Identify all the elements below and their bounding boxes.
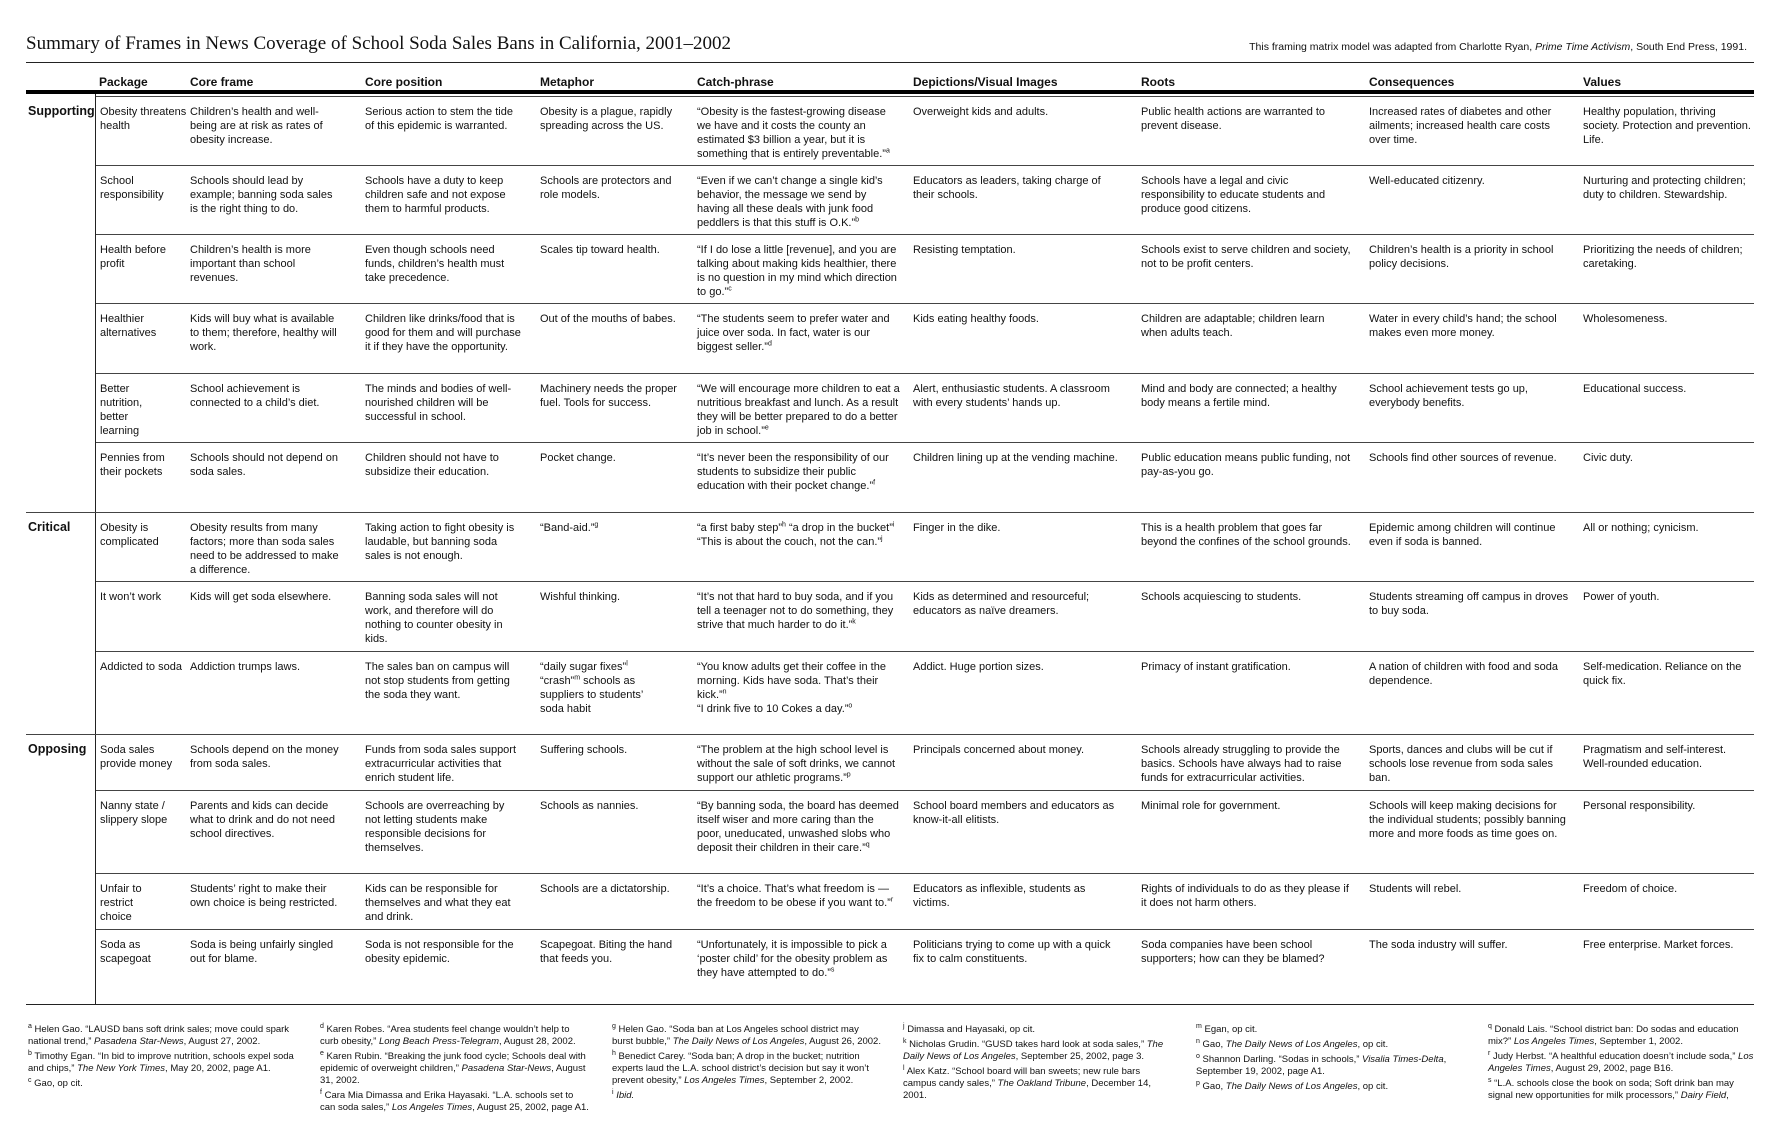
footnotes-column (903, 1024, 1173, 1105)
footnote-ref: e (764, 424, 769, 432)
cell-values: Civic duty. (1583, 452, 1633, 464)
cell-depictions: Kids eating healthy foods. (913, 313, 1039, 325)
table-row (96, 651, 1754, 735)
cell-package: School responsibility (100, 175, 164, 201)
cell-metaphor (540, 521, 685, 535)
footnotes-column (320, 1024, 590, 1117)
cell-package: Pennies from their pockets (100, 452, 165, 478)
cell-values: Free enterprise. Market forces. (1583, 939, 1734, 951)
catch-phrase-text: “a first baby step” (697, 522, 782, 534)
footnote-ref: d (767, 340, 772, 348)
cell-depictions: Educators as leaders, taking charge of their schools. (913, 175, 1101, 201)
cell-core-position: Children like drinks/food that is good for them and will purchase it if they have the opportunity. (365, 313, 521, 353)
cell-consequences: Sports, dances and clubs will be cut if schools lose revenue from soda sales ban. (1369, 744, 1554, 784)
table-row (96, 442, 1754, 513)
footnote-ref: j (881, 535, 883, 543)
cell-core-position: Funds from soda sales support extracurricular activities that enrich student life. (365, 744, 517, 784)
cell-core-frame: Kids will get soda elsewhere. (190, 591, 332, 603)
cell-core-position: Even though schools need funds, children’s health must take precedence. (365, 244, 505, 284)
footnote-ref: l (626, 660, 628, 668)
cell-depictions: Children lining up at the vending machine. (913, 452, 1118, 464)
footnote-ref: r (890, 896, 894, 904)
column-header-package: Package (99, 75, 148, 89)
cell-depictions: Resisting temptation. (913, 244, 1016, 256)
cell-roots: Minimal role for government. (1141, 800, 1281, 812)
cell-core-position: Children should not have to subsidize their education. (365, 452, 499, 478)
footnote: $^j$ Dimassa and Hayasaki, op cit. (903, 1022, 1035, 1035)
footnote-ref: f (873, 479, 876, 487)
metaphor-text: “daily sugar fixes” (540, 661, 627, 673)
footnote: $^a$ Helen Gao. “LAUSD bans soft drink sales; move could spark national trend,” Pasadena Star-News, August 27, 2002. (28, 1022, 290, 1047)
cell-consequences: Students will rebel. (1369, 883, 1462, 895)
cell-catch-phrase (697, 882, 900, 910)
cell-metaphor: Scales tip toward health. (540, 244, 660, 256)
cell-core-position: Taking action to fight obesity is laudable, but banning soda sales is not enough. (365, 522, 515, 562)
cell-catch-phrase (697, 660, 900, 716)
cell-package: Obesity threatens health (100, 106, 187, 132)
table-row (96, 373, 1754, 443)
table-row (96, 96, 1754, 166)
footnote-ref: m (574, 674, 581, 682)
cell-core-frame: Addiction trumps laws. (190, 661, 301, 673)
cell-package: Unfair to restrict choice (100, 883, 142, 923)
table-row (26, 734, 1754, 791)
footnote: $^q$ Donald Lais. “School district ban: Do sodas and education mix?” Los Angeles Times, September 1, 2002. (1488, 1022, 1739, 1047)
catch-phrase-text: “This is about the couch, not the can.” (697, 536, 882, 548)
cell-values: Personal responsibility. (1583, 800, 1696, 812)
footnote: $^o$ Shannon Darling. “Sodas in schools,” Visalia Times-Delta, September 19, 2002, page A1. (1196, 1052, 1447, 1077)
cell-consequences: Schools find other sources of revenue. (1369, 452, 1557, 464)
cell-package: Soda sales provide money (100, 744, 173, 770)
cell-values: Prioritizing the needs of children; caretaking. (1583, 244, 1743, 270)
footnote: $^e$ Karen Rubin. “Breaking the junk food cycle; Schools deal with epidemic of overweight children,” Pasadena Star-News, August 31, 2002. (320, 1049, 586, 1086)
cell-roots: Schools acquiescing to students. (1141, 591, 1302, 603)
group-label-opposing: Opposing (28, 742, 87, 756)
cell-catch-phrase (697, 174, 900, 230)
table-row (96, 165, 1754, 235)
catch-phrase-text: “It’s not that hard to buy soda, and if you tell a teenager not to do something, they strive that much harder to do it.” (697, 591, 894, 631)
cell-core-frame: Students’ right to make their own choice is being restricted. (190, 883, 338, 909)
catch-phrase-text: “It’s never been the responsibility of our students to subsidize their public education with their pocket change.” (697, 452, 889, 492)
footnote: $^m$ Egan, op cit. (1196, 1022, 1258, 1035)
cell-depictions: Alert, enthusiastic students. A classroom with every students’ hands up. (913, 383, 1110, 409)
catch-phrase-text: “We will encourage more children to eat a nutritious breakfast and lunch. As a result they will be better prepared to do a better job in school.” (697, 383, 900, 437)
cell-depictions: School board members and educators as know-it-all elitists. (913, 800, 1115, 826)
cell-core-position: Serious action to stem the tide of this epidemic is warranted. (365, 106, 513, 132)
column-header-metaphor: Metaphor (540, 75, 594, 89)
footnote: $^l$ Alex Katz. “School board will ban sweets; new rule bars campus candy sales,” The Oakland Tribune, December 14, 2001. (903, 1064, 1152, 1101)
header-bottom-rule (26, 90, 1754, 94)
footnote: $^p$ Gao, The Daily News of Los Angeles, op cit. (1196, 1079, 1389, 1092)
cell-consequences: Schools will keep making decisions for the individual students; possibly banning more and more foods as time goes on. (1369, 800, 1566, 840)
cell-metaphor: Schools are a dictatorship. (540, 883, 670, 895)
catch-phrase-text: “Even if we can’t change a single kid’s behavior, the message we send by having all these deals with junk food peddlers is that this stuff is O.K.” (697, 175, 883, 229)
footnote-ref: n (722, 688, 727, 696)
page-title: Summary of Frames in News Coverage of School Soda Sales Bans in California, 2001–2002 (26, 33, 732, 54)
cell-depictions: Addict. Huge portion sizes. (913, 661, 1044, 673)
cell-consequences: Children’s health is a priority in school policy decisions. (1369, 244, 1554, 270)
cell-values: Pragmatism and self-interest. Well-rounded education. (1583, 744, 1727, 770)
cell-package: Nanny state / slippery slope (100, 800, 168, 826)
catch-phrase-text: “a drop in the bucket” (785, 522, 893, 534)
cell-catch-phrase (697, 105, 900, 161)
group-label-supporting: Supporting (28, 104, 95, 118)
cell-core-position: Schools are overreaching by not letting students make responsible decisions for themselves. (365, 800, 505, 854)
table-row (96, 303, 1754, 374)
cell-catch-phrase (697, 743, 900, 785)
cell-roots: Children are adaptable; children learn when adults teach. (1141, 313, 1325, 339)
cell-values: Nurturing and protecting children; duty to children. Stewardship. (1583, 175, 1746, 201)
cell-depictions: Overweight kids and adults. (913, 106, 1049, 118)
column-header-catch-phrase: Catch-phrase (697, 75, 774, 89)
footnote: $^f$ Cara Mia Dimassa and Erika Hayasaki. “L.A. schools set to can soda sales,” Los Angeles Times, August 25, 2002, page A1. (320, 1088, 589, 1113)
cell-metaphor: Out of the mouths of babes. (540, 313, 676, 325)
cell-package: It won’t work (100, 591, 162, 603)
metaphor-text: schools as suppliers to students’ soda habit (540, 675, 643, 715)
cell-core-position: Soda is not responsible for the obesity epidemic. (365, 939, 514, 965)
cell-consequences: Water in every child’s hand; the school makes even more money. (1369, 313, 1557, 339)
footnote-ref: i (892, 521, 895, 529)
column-header-consequences: Consequences (1369, 75, 1455, 89)
cell-core-position: The sales ban on campus will not stop students from getting the soda they want. (365, 661, 510, 701)
cell-package: Soda as scapegoat (100, 939, 151, 965)
footnote: $^n$ Gao, The Daily News of Los Angeles, op cit. (1196, 1037, 1389, 1050)
footnote: $^c$ Gao, op cit. (28, 1076, 83, 1089)
cell-metaphor: Machinery needs the proper fuel. Tools for success. (540, 383, 677, 409)
column-header-core-frame: Core frame (190, 75, 254, 89)
footnote-ref: a (885, 147, 890, 155)
cell-core-frame: Children’s health and well-being are at risk as rates of obesity increase. (190, 106, 323, 146)
cell-values: Wholesomeness. (1583, 313, 1668, 325)
cell-values: Educational success. (1583, 383, 1687, 395)
credit-line (1249, 41, 1747, 53)
footnote: $^h$ Benedict Carey. “Soda ban; A drop in the bucket; nutrition experts laud the L.A. school district’s decision but say it won’t prevent obesity,” Los Angeles Times, September 2, 2002. (612, 1049, 869, 1086)
cell-core-frame: Schools depend on the money from soda sales. (190, 744, 339, 770)
cell-roots: Public health actions are warranted to prevent disease. (1141, 106, 1326, 132)
cell-roots: Soda companies have been school supporters; how can they be blamed? (1141, 939, 1325, 965)
cell-roots: Primacy of instant gratification. (1141, 661, 1291, 673)
cell-catch-phrase (697, 938, 900, 980)
footnote-ref: b (855, 216, 860, 224)
cell-metaphor: Suffering schools. (540, 744, 628, 756)
footnote-ref: p (846, 771, 851, 779)
cell-core-frame: Children’s health is more important than school revenues. (190, 244, 311, 284)
footnote-ref: h (781, 521, 786, 529)
table-row (96, 581, 1754, 652)
cell-core-position: Schools have a duty to keep children safe and not expose them to harmful products. (365, 175, 506, 215)
cell-metaphor: Obesity is a plague, rapidly spreading across the US. (540, 106, 673, 132)
cell-roots: Public education means public funding, not pay-as-you go. (1141, 452, 1351, 478)
cell-roots: Mind and body are connected; a healthy body means a fertile mind. (1141, 383, 1337, 409)
table-row (96, 873, 1754, 930)
table-row (96, 929, 1754, 1005)
cell-depictions: Kids as determined and resourceful; educators as naïve dreamers. (913, 591, 1090, 617)
credit-book: Prime Time Activism (1535, 41, 1631, 53)
catch-phrase-text: “If I do lose a little [revenue], and you are talking about making kids healthier, there is no question in my mind which direction to go.” (697, 244, 897, 298)
cell-consequences: The soda industry will suffer. (1369, 939, 1508, 951)
cell-catch-phrase (697, 451, 900, 493)
cell-core-position: Banning soda sales will not work, and therefore will do nothing to counter obesity in kids. (365, 591, 503, 645)
catch-phrase-text: “I drink five to 10 Cokes a day.” (697, 703, 849, 715)
table-bottom-rule (26, 1004, 1754, 1005)
footnotes-column (28, 1024, 298, 1093)
cell-roots: Rights of individuals to do as they please if it does not harm others. (1141, 883, 1349, 909)
cell-roots: Schools have a legal and civic responsibility to educate students and produce good citizens. (1141, 175, 1326, 215)
footnotes-column (1196, 1024, 1456, 1096)
catch-phrase-text: “Unfortunately, it is impossible to pick a ‘poster child’ for the obesity problem as they have attempted to do.” (697, 939, 888, 979)
cell-values: All or nothing; cynicism. (1583, 522, 1699, 534)
cell-package: Better nutrition, better learning (100, 383, 143, 437)
cell-core-position: The minds and bodies of well-nourished children will be successful in school. (365, 383, 512, 423)
header-top-rule (26, 62, 1754, 63)
metaphor-text: “Band-aid.” (540, 522, 595, 534)
footnote: $^d$ Karen Robes. “Area students feel change wouldn’t help to curb obesity,” Long Beach Press-Telegram, August 28, 2002. (320, 1022, 576, 1047)
cell-depictions: Finger in the dike. (913, 522, 1001, 534)
cell-consequences: Students streaming off campus in droves to buy soda. (1369, 591, 1569, 617)
footnote-ref: k (852, 618, 856, 626)
cell-consequences: Increased rates of diabetes and other ailments; increased health care costs over time. (1369, 106, 1552, 146)
table-row (26, 512, 1754, 582)
catch-phrase-text: “The students seem to prefer water and juice over soda. In fact, water is our biggest seller.” (697, 313, 890, 353)
cell-consequences: A nation of children with food and soda dependence. (1369, 661, 1558, 687)
cell-roots: Schools exist to serve children and society, not to be profit centers. (1141, 244, 1351, 270)
catch-phrase-text: “It’s a choice. That’s what freedom is — the freedom to be obese if you want to.” (697, 883, 891, 909)
cell-package: Obesity is complicated (100, 522, 159, 548)
cell-roots: Schools already struggling to provide the basics. Schools have always had to raise funds for extracurricular activities. (1141, 744, 1342, 784)
cell-consequences: School achievement tests go up, everybody benefits. (1369, 383, 1528, 409)
catch-phrase-text: “Obesity is the fastest-growing disease we have and it costs the county an estimated $3 billion a year, but it is something that is entirely preventable.” (697, 106, 886, 160)
footnotes-column (612, 1024, 882, 1105)
table-row (96, 234, 1754, 304)
cell-core-frame: Schools should lead by example; banning soda sales is the right thing to do. (190, 175, 333, 215)
cell-package: Healthier alternatives (100, 313, 157, 339)
cell-values: Power of youth. (1583, 591, 1660, 603)
cell-depictions: Politicians trying to come up with a quick fix to calm constituents. (913, 939, 1111, 965)
table-row (96, 790, 1754, 874)
group-label-critical: Critical (28, 520, 71, 534)
footnote: $^r$ Judy Herbst. “A healthful education doesn’t include soda,” Los Angeles Times, August 29, 2002, page B16. (1488, 1049, 1754, 1074)
column-header-depictions: Depictions/Visual Images (913, 75, 1058, 89)
footnote: $^k$ Nicholas Grudin. “GUSD takes hard look at soda sales,” The Daily News of Los Angeles, September 25, 2002, page 3. (903, 1037, 1164, 1062)
cell-metaphor (540, 660, 660, 716)
cell-core-frame: Parents and kids can decide what to drink and do not need school directives. (190, 800, 335, 840)
column-header-core-position: Core position (365, 75, 443, 89)
cell-metaphor: Schools as nannies. (540, 800, 639, 812)
metaphor-text: “crash” (540, 675, 575, 687)
cell-core-frame: Obesity results from many factors; more than soda sales need to be addressed to make a difference. (190, 522, 339, 576)
cell-depictions: Educators as inflexible, students as victims. (913, 883, 1086, 909)
footnote-ref: s (830, 966, 835, 974)
cell-catch-phrase (697, 312, 900, 354)
cell-core-frame: Soda is being unfairly singled out for blame. (190, 939, 334, 965)
cell-metaphor: Schools are protectors and role models. (540, 175, 672, 201)
cell-core-frame: School achievement is connected to a child’s diet. (190, 383, 320, 409)
cell-catch-phrase (697, 521, 900, 549)
footnote-ref: o (848, 702, 853, 710)
column-header-roots: Roots (1141, 75, 1175, 89)
footnote-ref: c (728, 285, 732, 293)
cell-consequences: Well-educated citizenry. (1369, 175, 1485, 187)
cell-core-frame: Schools should not depend on soda sales. (190, 452, 339, 478)
catch-phrase-text: “The problem at the high school level is without the sale of soft drinks, we cannot support our athletic programs.” (697, 744, 896, 784)
catch-phrase-text: “By banning soda, the board has deemed itself wiser and more caring than the poor, uneducated, unwashed slobs who deposit their children in their care.” (697, 800, 899, 854)
cell-catch-phrase (697, 590, 900, 632)
cell-package: Addicted to soda (100, 661, 182, 673)
cell-values: Freedom of choice. (1583, 883, 1678, 895)
cell-metaphor: Scapegoat. Biting the hand that feeds you. (540, 939, 673, 965)
footnote: $^b$ Timothy Egan. “In bid to improve nutrition, schools expel soda and chips,” The New York Times, May 20, 2002, page A1. (28, 1049, 294, 1074)
footnotes-column (1488, 1024, 1754, 1105)
credit-prefix: This framing matrix model was adapted from Charlotte Ryan, (1249, 41, 1536, 53)
footnote-ref: g (594, 521, 599, 529)
credit-suffix: , South End Press, 1991. (1630, 41, 1747, 53)
footnote: $^s$ “L.A. schools close the book on soda; Soft drink ban may signal new opportunities for milk processors,” Dairy Field, (1488, 1076, 1734, 1101)
cell-values: Self-medication. Reliance on the quick fix. (1583, 661, 1742, 687)
cell-core-position: Kids can be responsible for themselves and what they eat and drink. (365, 883, 511, 923)
cell-metaphor: Wishful thinking. (540, 591, 621, 603)
cell-depictions: Principals concerned about money. (913, 744, 1085, 756)
cell-catch-phrase (697, 799, 900, 855)
cell-metaphor: Pocket change. (540, 452, 616, 464)
footnote: $^i$ Ibid. (612, 1088, 635, 1101)
cell-catch-phrase (697, 382, 900, 438)
footnote: $^g$ Helen Gao. “Soda ban at Los Angeles school district may burst bubble,” The Daily News of Los Angeles, August 26, 2002. (612, 1022, 881, 1047)
catch-phrase-text: “You know adults get their coffee in the morning. Kids have soda. That’s their kick.” (697, 661, 886, 701)
cell-catch-phrase (697, 243, 900, 299)
cell-roots: This is a health problem that goes far beyond the confines of the school grounds. (1141, 522, 1351, 548)
column-header-values: Values (1583, 75, 1622, 89)
cell-core-frame: Kids will buy what is available to them; therefore, healthy will work. (190, 313, 337, 353)
footnote-ref: q (865, 841, 870, 849)
cell-consequences: Epidemic among children will continue even if soda is banned. (1369, 522, 1556, 548)
cell-package: Health before profit (100, 244, 167, 270)
cell-values: Healthy population, thriving society. Protection and prevention. Life. (1583, 106, 1751, 146)
